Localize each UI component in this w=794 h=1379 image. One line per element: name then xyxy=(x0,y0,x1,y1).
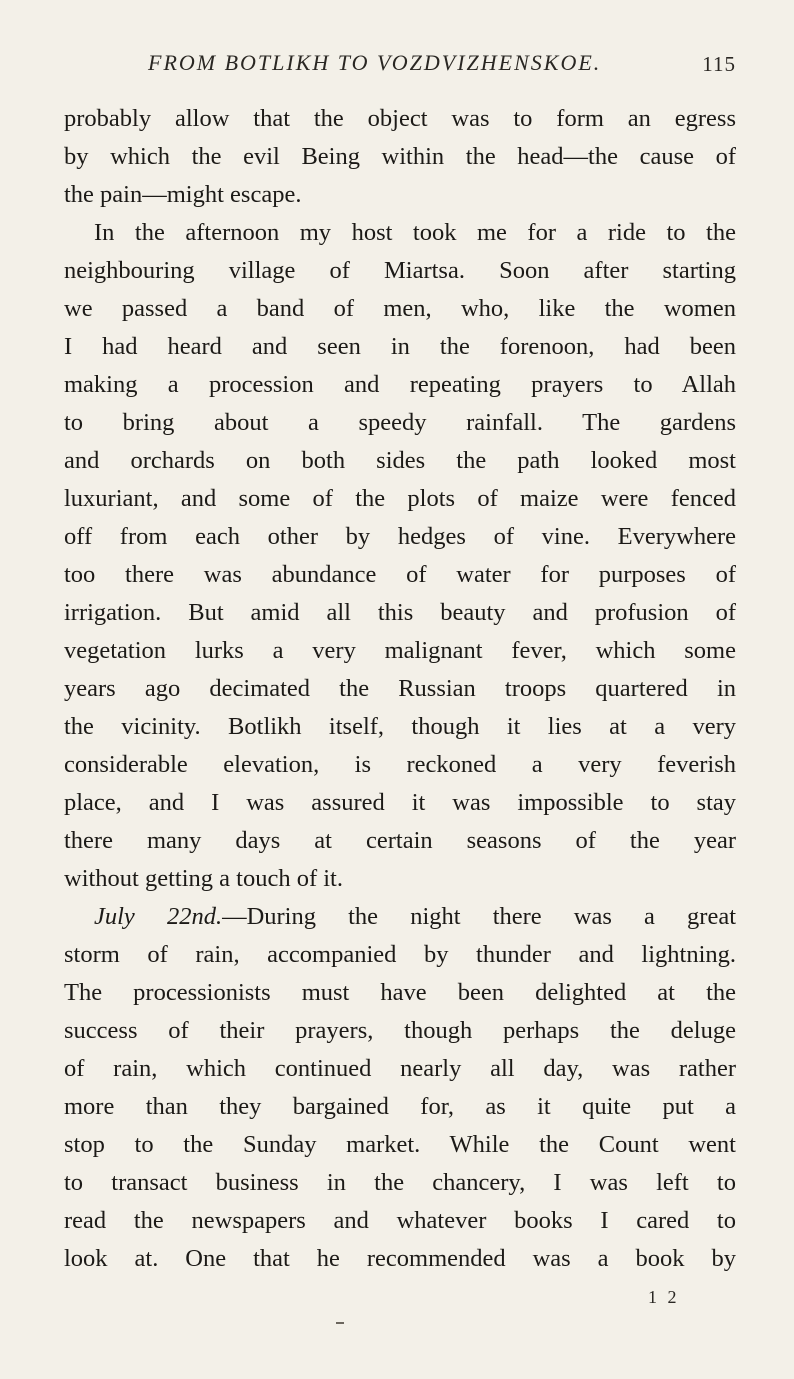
text-line: more than they bargained for, as it quite put a xyxy=(64,1093,736,1120)
date-heading: July 22nd. xyxy=(94,903,223,930)
text-line: In the afternoon my host took me for a ride to the xyxy=(94,219,736,246)
text-line: there many days at certain seasons of the year xyxy=(64,827,736,854)
text-line: to transact business in the chancery, I was left to xyxy=(64,1169,736,1196)
text-line: considerable elevation, is reckoned a very feverish xyxy=(64,751,736,778)
text-line: read the newspapers and whatever books I cared to xyxy=(64,1207,736,1234)
text-line: irrigation. But amid all this beauty and profusion of xyxy=(64,599,736,626)
text-line: without getting a touch of it. xyxy=(64,865,343,892)
signature-mark: 1 2 xyxy=(648,1287,680,1307)
text-line: vegetation lurks a very malignant fever, which some xyxy=(64,637,736,664)
text-line: the pain—might escape. xyxy=(64,181,302,208)
date-entry-text: —During the night there was a great xyxy=(222,903,736,930)
text-line: of rain, which continued nearly all day, was rather xyxy=(64,1055,736,1082)
text-line: off from each other by hedges of vine. Everywhere xyxy=(64,523,736,550)
printer-dash xyxy=(336,1322,344,1324)
text-line: place, and I was assured it was impossible to stay xyxy=(64,789,736,816)
text-line: we passed a band of men, who, like the women xyxy=(64,295,736,322)
text-line: years ago decimated the Russian troops quartered in xyxy=(64,675,736,702)
text-line: storm of rain, accompanied by thunder and lightning. xyxy=(64,941,736,968)
text-line: and orchards on both sides the path looked most xyxy=(64,447,736,474)
page-number: 115 xyxy=(702,52,736,76)
text-line: making a procession and repeating prayers to Allah xyxy=(64,371,736,398)
text-line: success of their prayers, though perhaps the deluge xyxy=(64,1017,736,1044)
text-line: the vicinity. Botlikh itself, though it lies at a very xyxy=(64,713,736,740)
running-title: FROM BOTLIKH TO VOZDVIZHENSKOE. xyxy=(148,50,602,75)
text-line: too there was abundance of water for purposes of xyxy=(64,561,736,588)
running-header xyxy=(148,50,738,80)
text-line: neighbouring village of Miartsa. Soon after starting xyxy=(64,257,736,284)
text-line: stop to the Sunday market. While the Count went xyxy=(64,1131,736,1158)
text-line: look at. One that he recommended was a book by xyxy=(64,1245,736,1272)
text-line: probably allow that the object was to form an egress xyxy=(64,105,736,132)
text-line: I had heard and seen in the forenoon, had been xyxy=(64,333,736,360)
text-line: by which the evil Being within the head—the cause of xyxy=(64,143,736,170)
body-text xyxy=(64,100,736,1278)
text-line: The processionists must have been delighted at the xyxy=(64,979,736,1006)
text-line: to bring about a speedy rainfall. The gardens xyxy=(64,409,736,436)
text-line: luxuriant, and some of the plots of maize were fenced xyxy=(64,485,736,512)
date-entry-line xyxy=(64,898,736,936)
